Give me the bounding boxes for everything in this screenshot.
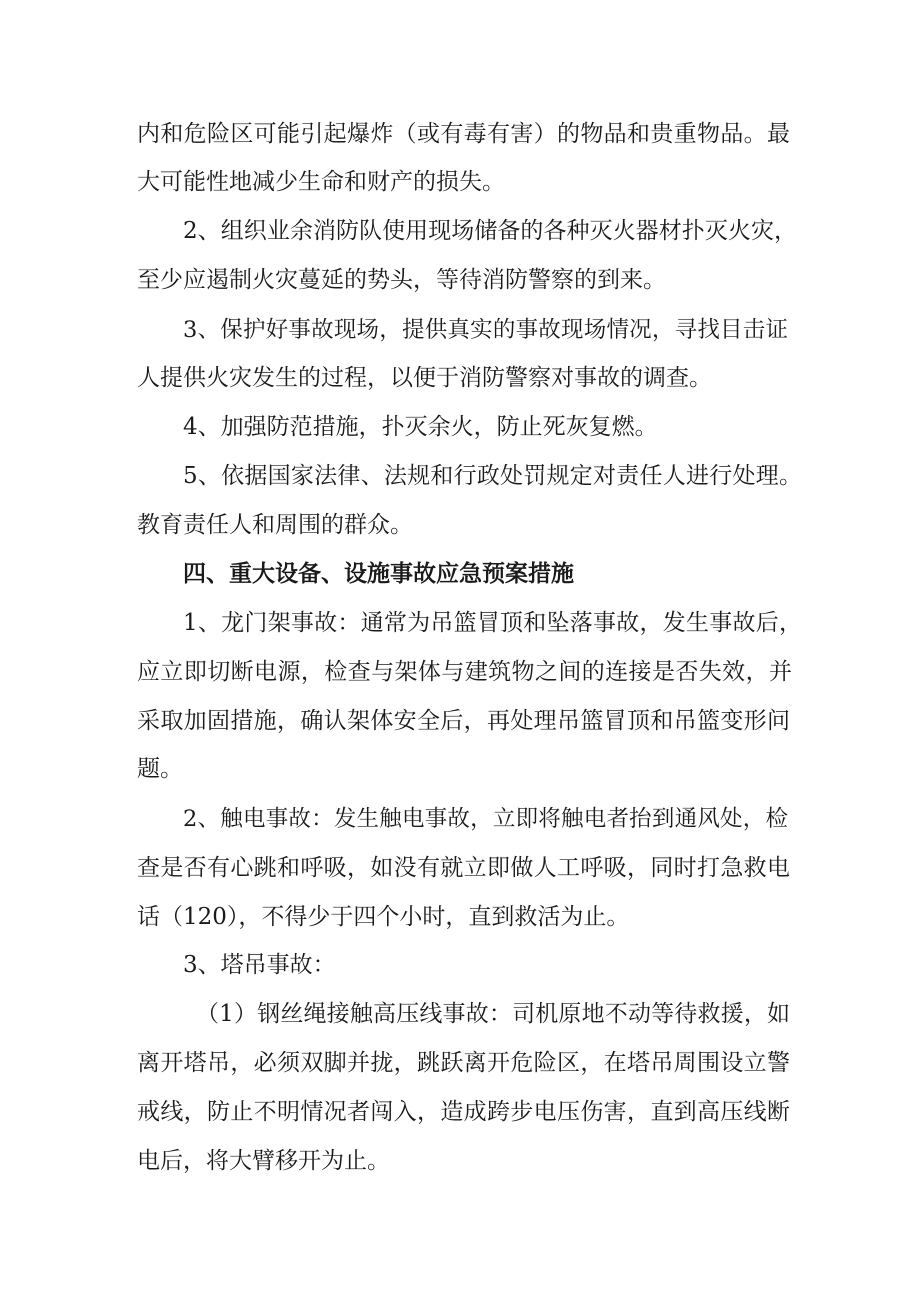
text-line: 离开塔吊，必须双脚并拢，跳跃离开危险区，在塔吊周围设立警 bbox=[137, 1050, 790, 1076]
text-line: 戒线，防止不明情况者闯入，造成跨步电压伤害，直到高压线断 bbox=[137, 1099, 790, 1125]
paragraph-line bbox=[0, 945, 920, 985]
text-line: 3、塔吊事故： bbox=[183, 952, 336, 978]
paragraph-line bbox=[0, 310, 920, 350]
text-line: 3、保护好事故现场，提供真实的事故现场情况，寻找目击证 bbox=[183, 317, 788, 343]
text-line: 内和危险区可能引起爆炸（或有毒有害）的物品和贵重物品。最 bbox=[137, 121, 790, 147]
paragraph-line bbox=[0, 456, 920, 496]
text-line: 教育责任人和周围的群众。 bbox=[137, 512, 413, 538]
text-line: 人提供火灾发生的过程，以便于消防警察对事故的调查。 bbox=[137, 365, 712, 391]
text-line: 5、依据国家法律、法规和行政处罚规定对责任人进行处理。 bbox=[183, 463, 802, 489]
paragraph-line bbox=[0, 114, 920, 154]
text-line: 应立即切断电源，检查与架体与建筑物之间的连接是否失效，并 bbox=[137, 659, 792, 685]
text-line: 电后，将大臂移开为止。 bbox=[137, 1148, 390, 1174]
paragraph-line bbox=[0, 260, 920, 300]
text-line: （1）钢丝绳接触高压线事故：司机原地不动等待救援，如 bbox=[196, 1001, 790, 1027]
paragraph-line bbox=[0, 897, 920, 937]
paragraph-line bbox=[0, 211, 920, 251]
heading-text: 四、重大设备、设施事故应急预案措施 bbox=[183, 560, 574, 587]
paragraph-line bbox=[0, 848, 920, 888]
paragraph-line bbox=[0, 1141, 920, 1181]
text-line: 大可能性地减少生命和财产的损失。 bbox=[137, 169, 505, 195]
paragraph-line bbox=[0, 749, 920, 789]
paragraph-line bbox=[0, 1092, 920, 1132]
paragraph-line bbox=[0, 358, 920, 398]
text-line: 题。 bbox=[137, 756, 183, 782]
text-line: 4、加强防范措施，扑灭余火，防止死灰复燃。 bbox=[183, 414, 658, 440]
paragraph-line bbox=[0, 162, 920, 202]
text-line: 采取加固措施，确认架体安全后，再处理吊篮冒顶和吊篮变形问 bbox=[137, 708, 790, 734]
text-line: 查是否有心跳和呼吸，如没有就立即做人工呼吸，同时打急救电 bbox=[137, 855, 790, 881]
text-line: 话（120），不得少于四个小时，直到救活为止。 bbox=[137, 904, 630, 930]
paragraph-line bbox=[0, 799, 920, 839]
paragraph-line bbox=[0, 994, 920, 1034]
paragraph-line bbox=[0, 505, 920, 545]
paragraph-line bbox=[0, 603, 920, 643]
text-line: 2、组织业余消防队使用现场储备的各种灭火器材扑灭火灾， bbox=[183, 218, 797, 244]
paragraph-line bbox=[0, 652, 920, 692]
section-heading bbox=[0, 554, 920, 594]
paragraph-line bbox=[0, 1043, 920, 1083]
paragraph-line bbox=[0, 407, 920, 447]
paragraph-line bbox=[0, 701, 920, 741]
text-line: 1、龙门架事故：通常为吊篮冒顶和坠落事故，发生事故后， bbox=[183, 610, 802, 636]
text-line: 至少应遏制火灾蔓延的势头，等待消防警察的到来。 bbox=[137, 267, 666, 293]
text-line: 2、触电事故：发生触电事故，立即将触电者抬到通风处，检 bbox=[183, 806, 788, 832]
